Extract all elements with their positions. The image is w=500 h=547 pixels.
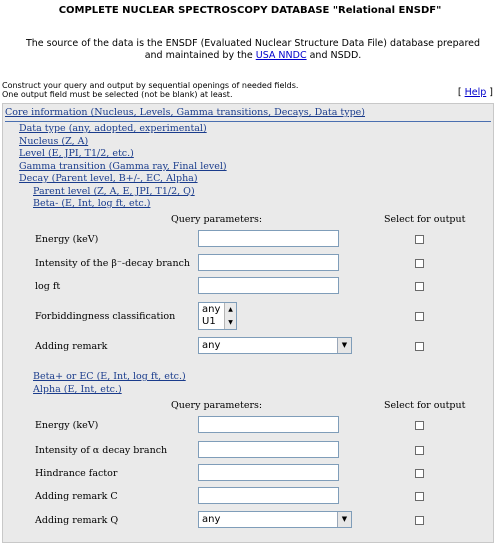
page-title: COMPLETE NUCLEAR SPECTROSCOPY DATABASE "Relational ENSDF"	[58, 5, 442, 16]
beta-output-header: Select for output	[384, 214, 466, 225]
tree-parent-level[interactable]: Parent level (Z, A, E, JPI, T1/2, Q)	[33, 186, 195, 197]
beta-logft-label: log ft	[35, 281, 61, 292]
tree-decay[interactable]: Decay (Parent level, B+/-, EC, Alpha)	[19, 173, 198, 184]
tree-core-information[interactable]: Core information (Nucleus, Levels, Gamma transitions, Decays, Data type)	[5, 107, 366, 118]
usa-nndc-link[interactable]: USA NNDC	[255, 50, 307, 61]
tree-gamma-transition[interactable]: Gamma transition (Gamma ray, Final level)	[19, 161, 227, 172]
alpha-remark-c-output-checkbox[interactable]	[415, 492, 424, 501]
beta-intensity-label: Intensity of the β⁻-decay branch	[35, 258, 191, 269]
divider	[5, 121, 491, 122]
tree-nucleus[interactable]: Nucleus (Z, A)	[19, 136, 89, 147]
intro-text-end: and NSDD.	[309, 50, 362, 61]
alpha-remark-q-output-checkbox[interactable]	[415, 516, 424, 525]
beta-energy-label: Energy (keV)	[35, 234, 99, 245]
forbiddingness-listbox[interactable]	[198, 302, 237, 330]
tree-alpha[interactable]: Alpha (E, Int, etc.)	[33, 384, 122, 395]
alpha-intensity-input[interactable]	[198, 441, 339, 458]
beta-forbiddingness-output-checkbox[interactable]	[415, 312, 424, 321]
alpha-hindrance-label: Hindrance factor	[35, 468, 118, 479]
instructions	[2, 81, 298, 99]
alpha-hindrance-output-checkbox[interactable]	[415, 469, 424, 478]
intro-paragraph	[20, 38, 486, 62]
beta-energy-output-checkbox[interactable]	[415, 235, 424, 244]
help-link-wrapper: [ Help ]	[457, 87, 493, 98]
beta-remark-value: any	[202, 340, 221, 351]
alpha-intensity-label: Intensity of α decay branch	[35, 445, 168, 456]
alpha-remark-c-label: Adding remark C	[35, 491, 118, 502]
forbiddingness-option[interactable]: U1	[202, 316, 216, 327]
alpha-output-header: Select for output	[384, 400, 466, 411]
alpha-intensity-output-checkbox[interactable]	[415, 446, 424, 455]
instruction-line-2: One output field must be selected (not be blank) at least.	[2, 90, 233, 99]
beta-forbiddingness-label: Forbiddingness classification	[35, 311, 176, 322]
tree-beta-plus[interactable]: Beta+ or EC (E, Int, log ft, etc.)	[33, 371, 186, 382]
alpha-energy-output-checkbox[interactable]	[415, 421, 424, 430]
dropdown-arrow-icon[interactable]: ▼	[337, 338, 351, 353]
tree-level[interactable]: Level (E, JPI, T1/2, etc.)	[19, 148, 134, 159]
alpha-query-header: Query parameters:	[171, 400, 263, 411]
intro-text: The source of the data is the ENSDF (Evaluated Nuclear Structure Data File) database prepared and maintained by the	[25, 38, 481, 61]
scroll-up-arrow-icon[interactable]: ▲	[228, 306, 233, 313]
instruction-line-1: Construct your query and output by sequential openings of needed fields.	[2, 81, 299, 90]
beta-energy-input[interactable]	[198, 230, 339, 247]
scroll-down-arrow-icon[interactable]: ▼	[228, 319, 233, 326]
beta-intensity-output-checkbox[interactable]	[415, 259, 424, 268]
help-link[interactable]: Help	[464, 87, 487, 98]
tree-beta-minus[interactable]: Beta- (E, Int, log ft, etc.)	[33, 198, 151, 209]
alpha-remark-q-value: any	[202, 514, 221, 525]
alpha-remark-q-select[interactable]	[198, 511, 352, 528]
alpha-energy-input[interactable]	[198, 416, 339, 433]
alpha-remark-q-label: Adding remark Q	[35, 515, 119, 526]
beta-remark-output-checkbox[interactable]	[415, 342, 424, 351]
dropdown-arrow-icon[interactable]: ▼	[337, 512, 351, 527]
alpha-remark-c-input[interactable]	[198, 487, 339, 504]
beta-remark-label: Adding remark	[35, 341, 108, 352]
beta-logft-input[interactable]	[198, 277, 339, 294]
alpha-energy-label: Energy (keV)	[35, 420, 99, 431]
beta-query-header: Query parameters:	[171, 214, 263, 225]
query-panel	[2, 103, 494, 543]
beta-logft-output-checkbox[interactable]	[415, 282, 424, 291]
forbiddingness-option[interactable]: any	[202, 304, 221, 315]
tree-data-type[interactable]: Data type (any, adopted, experimental)	[19, 123, 207, 134]
beta-intensity-input[interactable]	[198, 254, 339, 271]
alpha-hindrance-input[interactable]	[198, 464, 339, 481]
beta-remark-select[interactable]	[198, 337, 352, 354]
listbox-scrollbar[interactable]	[224, 303, 236, 329]
